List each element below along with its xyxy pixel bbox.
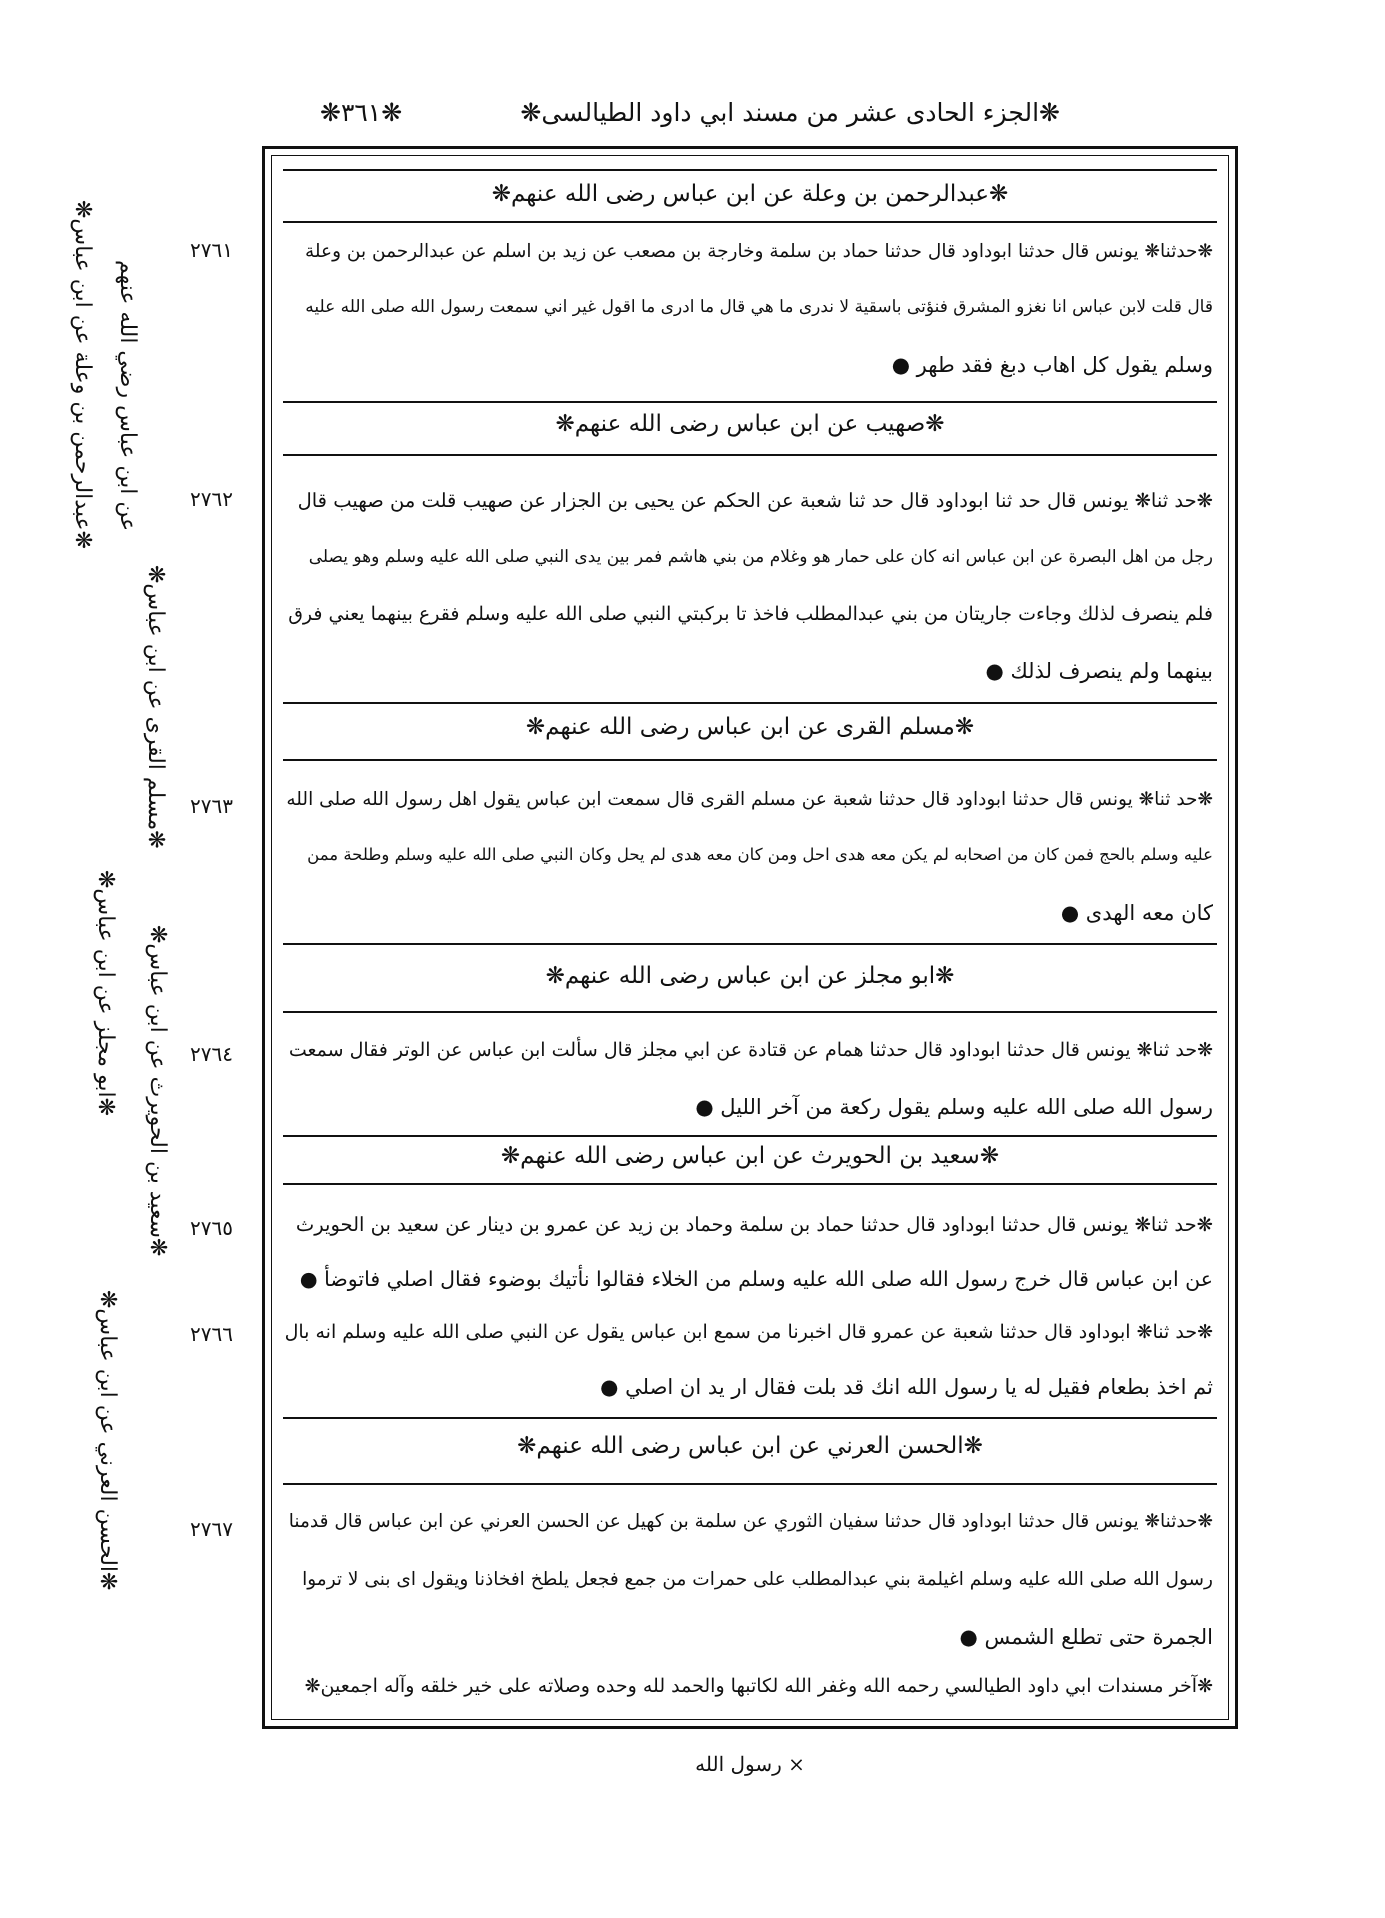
hadith-line: كان معه الهدى ● (1060, 901, 1213, 925)
colophon-line: ❋آخر مسندات ابي داود الطيالسي رحمه الله وغفر الله لكاتبها والحمد لله وحده وصلاته على خير خلقه وآله اجمعين❋ (304, 1675, 1213, 1697)
hadith-line: ❋حدثنا❋ يونس قال حدثنا ابوداود قال حدثنا سفيان الثوري عن سلمة بن كهيل عن الحسن العرني عن ابن عباس قال قدمنا (288, 1511, 1213, 1532)
divider (283, 169, 1217, 171)
divider (283, 943, 1217, 945)
hadith-line: قال قلت لابن عباس انا نغزو المشرق فنؤتى باسقية لا ندرى ما هي قال ما ادرى ما اقول غير اني سمعت رسول الله صلى الله عليه (305, 297, 1213, 317)
divider (283, 1135, 1217, 1137)
hadith-line: ❋حدثنا❋ يونس قال حدثنا ابوداود قال حدثنا حماد بن سلمة وخارجة بن مصعب عن زيد بن اسلم عن عبدالرحمن بن وعلة (304, 241, 1213, 262)
section-title: ❋عبدالرحمن بن وعلة عن ابن عباس رضى الله عنهم❋ (491, 181, 1009, 207)
hadith-line: رسول الله صلى الله عليه وسلم يقول ركعة من آخر الليل ● (695, 1095, 1213, 1119)
section-title: ❋الحسن العرني عن ابن عباس رضى الله عنهم❋ (517, 1433, 983, 1459)
margin-note: ❋سعيد بن الحويرث عن ابن عباس❋ (145, 925, 170, 1257)
divider (283, 1483, 1217, 1485)
margin-note: ❋الحسن العرني عن ابن عباس❋ (95, 1290, 120, 1591)
divider (283, 702, 1217, 704)
section-title: ❋صهيب عن ابن عباس رضى الله عنهم❋ (555, 411, 945, 437)
hadith-line: ❋حد ثنا❋ يونس قال حدثنا ابوداود قال حدثنا شعبة عن مسلم القرى قال سمعت ابن عباس يقول اهل رسول الله صلى الله (286, 789, 1213, 810)
hadith-number: ٢٧٦٣ (190, 794, 233, 818)
hadith-line: عليه وسلم بالحج فمن كان من اصحابه لم يكن معه هدى احل ومن كان معه هدى لم يحل وكان النبي صلى الله عليه وسلم وطلحة ممن (307, 845, 1213, 864)
hadith-number: ٢٧٦٥ (190, 1216, 233, 1240)
divider (283, 454, 1217, 456)
hadith-line: وسلم يقول كل اهاب دبغ فقد طهر ● (891, 353, 1213, 377)
page-header (300, 92, 1060, 142)
margin-note: ❋مسلم القرى عن ابن عباس❋ (143, 565, 168, 849)
margin-note: ❋عبدالرحمن بن وعلة عن ابن عباس❋ (70, 200, 95, 550)
hadith-number: ٢٧٦١ (190, 238, 233, 262)
hadith-line: ❋حد ثنا❋ يونس قال حدثنا ابوداود قال حدثنا حماد بن سلمة وحماد بن زيد عن عمرو بن دينار عن سعيد بن الحويرث (295, 1213, 1213, 1236)
hadith-line: الجمرة حتى تطلع الشمس ● (959, 1625, 1213, 1649)
hadith-line: رسول الله صلى الله عليه وسلم اغيلمة بني عبدالمطلب على حمرات من جمع فجعل يلطخ افخاذنا ويقول اى بنى لا ترموا (302, 1569, 1213, 1590)
divider (283, 221, 1217, 223)
hadith-line: ❋حد ثنا❋ يونس قال حدثنا ابوداود قال حدثنا همام عن قتادة عن ابي مجلز قال سألت ابن عباس عن الوتر فقال سمعت (288, 1039, 1213, 1061)
divider (283, 401, 1217, 403)
text-frame (262, 146, 1238, 1729)
divider (283, 759, 1217, 761)
footer-note: × رسول الله (695, 1752, 805, 1776)
hadith-line: ❋حد ثنا❋ ابوداود قال حدثنا شعبة عن عمرو قال اخبرنا من سمع ابن عباس يقول عن النبي صلى الله عليه وسلم انه بال (284, 1321, 1213, 1343)
margin-note: ❋ابو مجلز عن ابن عباس❋ (93, 870, 118, 1117)
hadith-number: ٢٧٦٦ (190, 1322, 233, 1346)
hadith-line: بينهما ولم ينصرف لذلك ● (985, 659, 1213, 683)
hadith-number: ٢٧٦٧ (190, 1517, 233, 1541)
inner-border (271, 155, 1229, 1720)
page-number: ❋٣٦١❋ (320, 98, 403, 127)
section-title: ❋ابو مجلز عن ابن عباس رضى الله عنهم❋ (545, 963, 955, 989)
hadith-line: رجل من اهل البصرة عن ابن عباس انه كان على حمار هو وغلام من بني هاشم فمر بين يدى النبي صلى الله عليه وسلم وهو يصلى (308, 547, 1213, 567)
hadith-line: عن ابن عباس قال خرج رسول الله صلى الله عليه وسلم من الخلاء فقالوا نأتيك بوضوء فقال اصلي فاتوضأ ● (299, 1267, 1213, 1291)
section-title: ❋مسلم القرى عن ابن عباس رضى الله عنهم❋ (525, 714, 975, 740)
hadith-line: فلم ينصرف لذلك وجاءت جاريتان من بني عبدالمطلب فاخذ تا بركبتي النبي صلى الله عليه وسلم فقرع بينهما يعني فرق (288, 603, 1213, 625)
margin-note: عن ابن عباس رضي الله عنهم (115, 260, 140, 532)
divider (283, 1183, 1217, 1185)
hadith-number: ٢٧٦٤ (190, 1042, 233, 1066)
divider (283, 1011, 1217, 1013)
page-title: ❋الجزء الحادى عشر من مسند ابي داود الطيالسى❋ (520, 98, 1060, 127)
hadith-line: ثم اخذ بطعام فقيل له يا رسول الله انك قد بلت فقال ار يد ان اصلي ● (600, 1375, 1213, 1399)
divider (283, 1417, 1217, 1419)
hadith-number: ٢٧٦٢ (190, 487, 233, 511)
hadith-line: ❋حد ثنا❋ يونس قال حد ثنا ابوداود قال حد ثنا شعبة عن الحكم عن يحيى بن الجزار عن صهيب قلت من صهيب قال (297, 489, 1213, 512)
section-title: ❋سعيد بن الحويرث عن ابن عباس رضى الله عنهم❋ (500, 1143, 1000, 1169)
